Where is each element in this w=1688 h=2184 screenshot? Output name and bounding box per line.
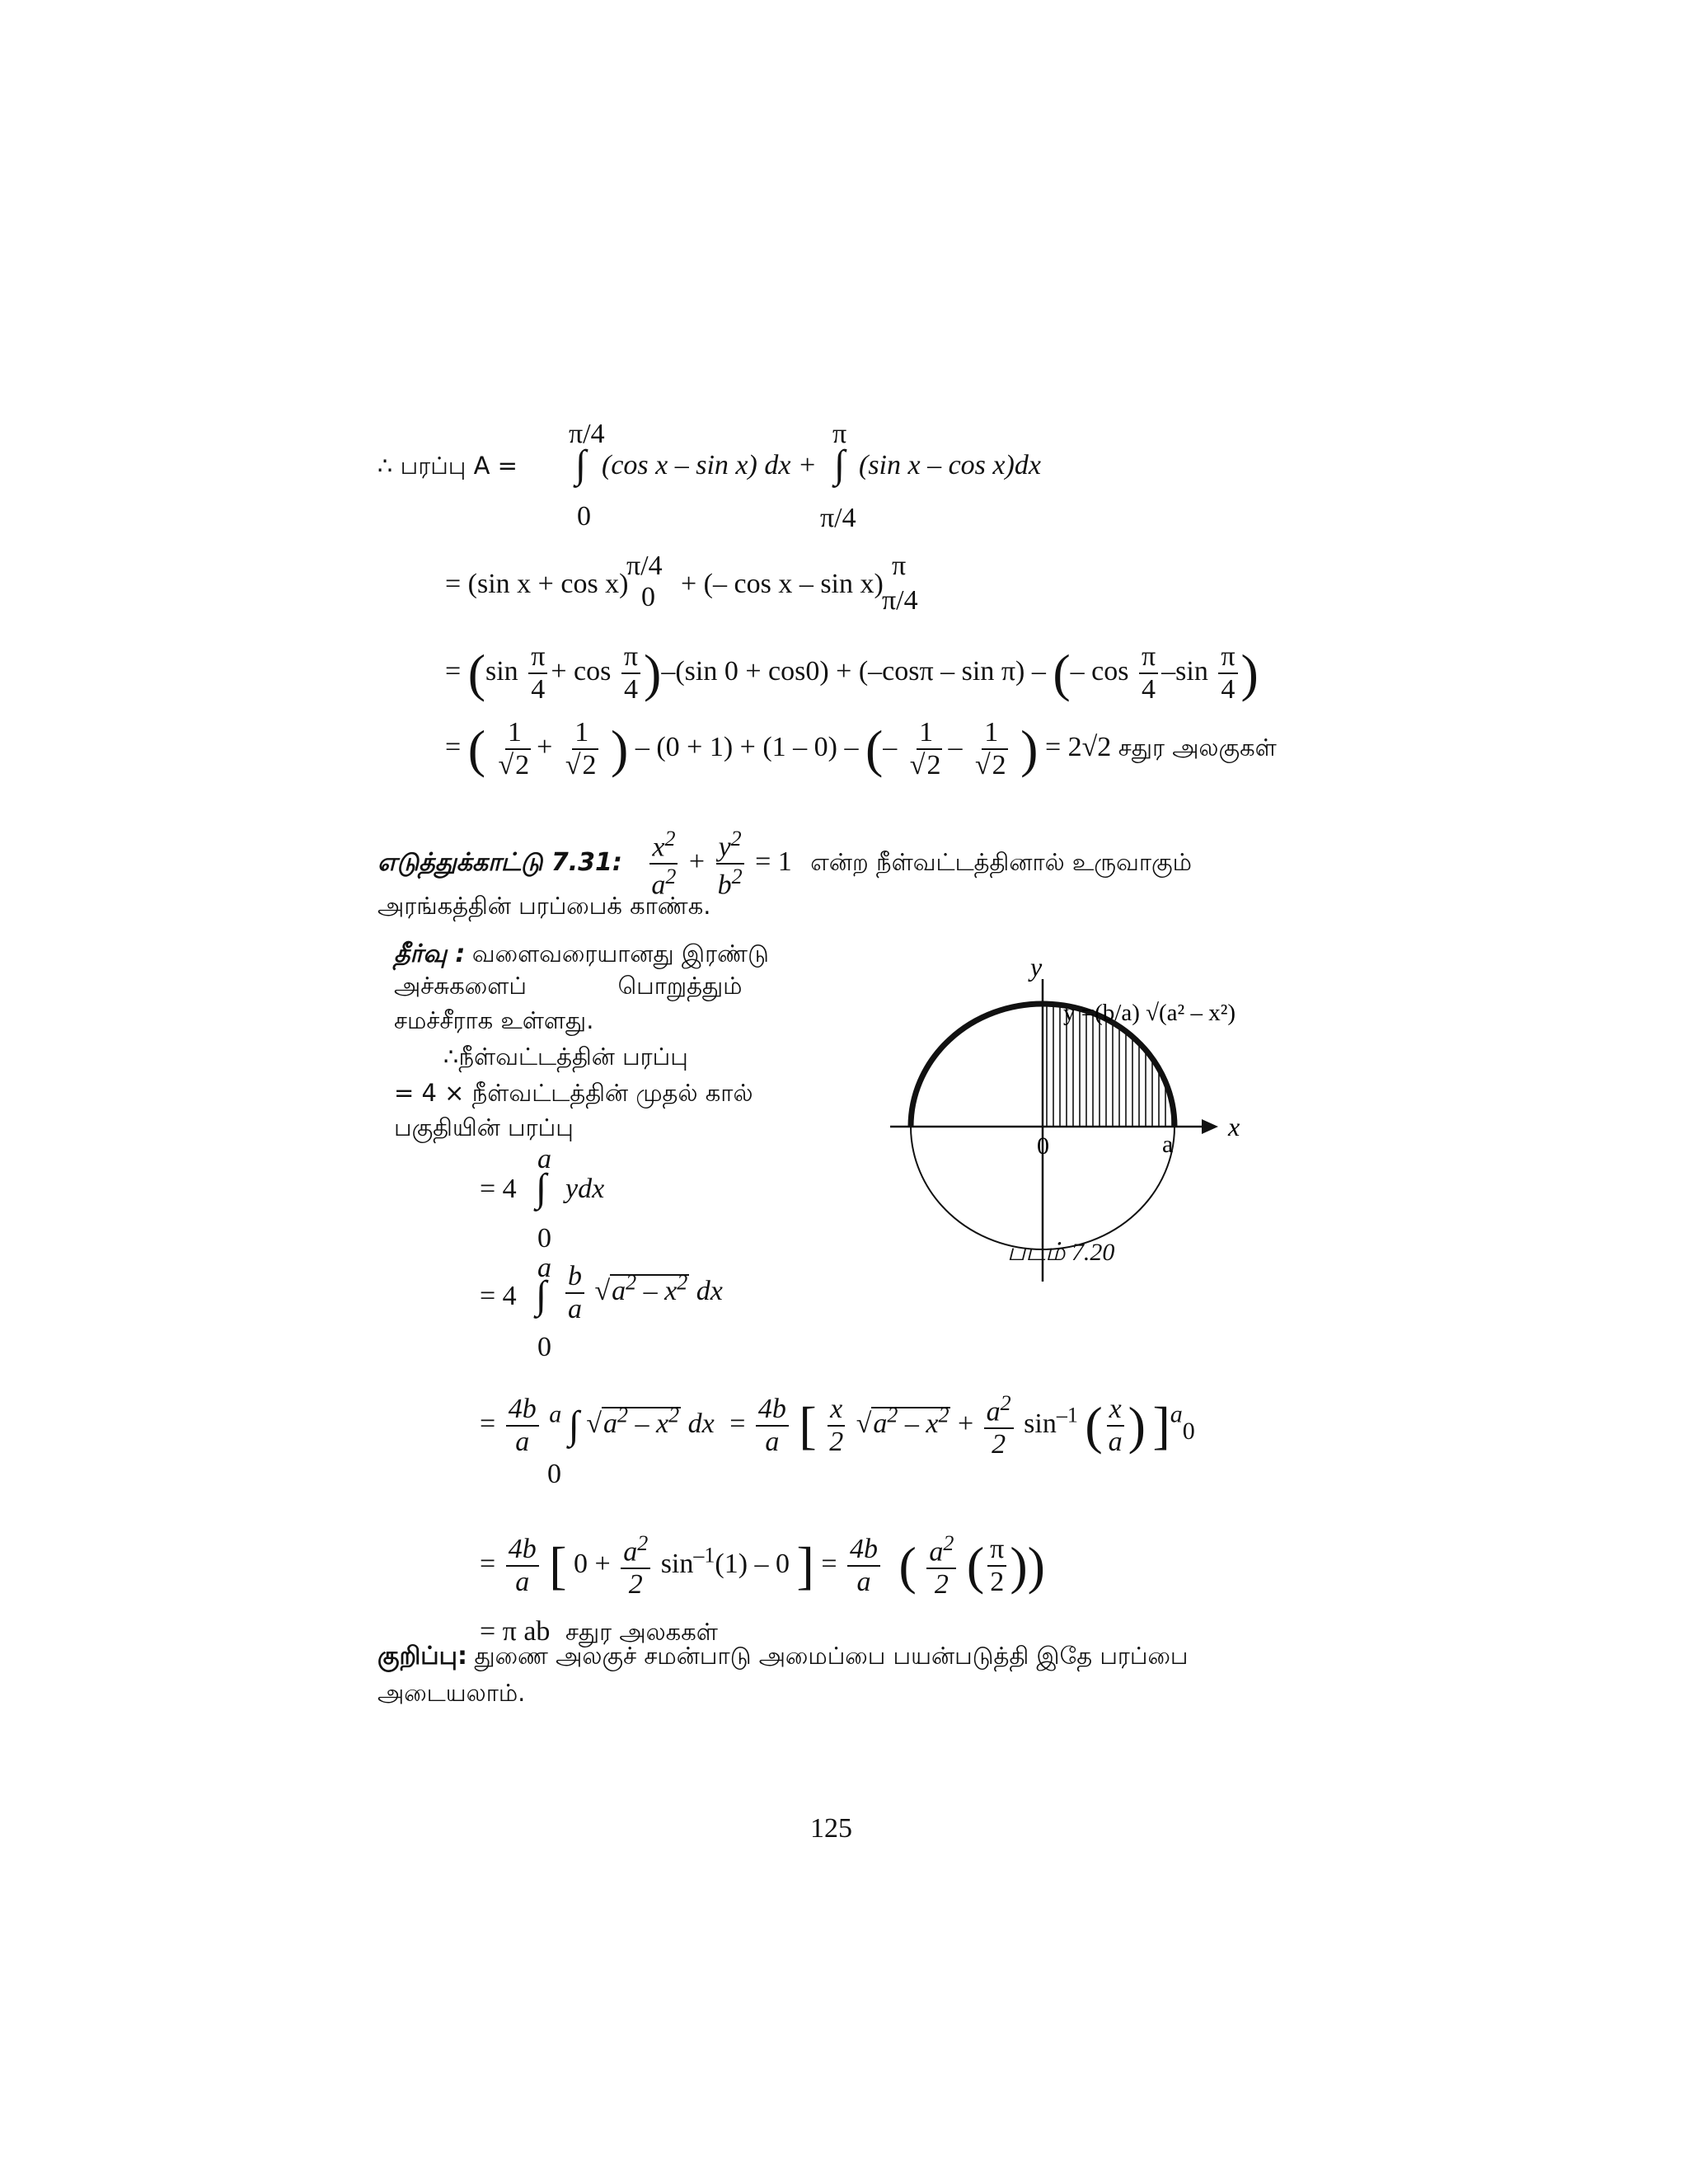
eq3: = $\frac{4b}{a}$ a ∫ $√a^2 - x^2$ dx = $\frac{4b}{a}$ [ $\frac{x}{2}$ $√a^2 - x^2$ + $\frac{a^2}{2}$ $\sin^{-1}$ ( $\frac{x}{a}$ ) ]a0 — [480, 1391, 1195, 1460]
note-label: குறிப்பு: — [377, 1642, 467, 1671]
step1-a: = (sin x + cos x) — [445, 569, 629, 599]
eq1-lower: 0 — [537, 1223, 551, 1254]
step2-mid: –(sin 0 + cos0) + (–cosπ – sin π) – — [661, 655, 1046, 687]
page-number: 125 — [810, 1813, 852, 1844]
step3: = ( $\frac{1}{√2}$ + $\frac{1}{√2}$ ) – (0 + 1) + (1 – 0) – (– $\frac{1}{√2}$ – $\frac{1}{√2}$ ) = 2√2 சதுர அலகுகள் — [445, 717, 1277, 780]
example-heading: எடுத்துக்காட்டு 7.31: $\frac{x^2}{a^2}$ + $\frac{y^2}{b^2}$ = 1 என்ற நீள்வட்டத்தினால் உருவாகும் — [377, 827, 1192, 901]
note-line-2: அடையலாம். — [377, 1679, 526, 1707]
eq1: = 4 — [480, 1174, 517, 1204]
a-label: a — [1162, 1131, 1174, 1158]
figure-caption: படம் 7.20 — [1007, 1239, 1115, 1266]
solution-label: தீர்வு : — [394, 940, 466, 968]
example-text-1: என்ற நீள்வட்டத்தினால் உருவாகும் — [810, 848, 1192, 877]
integral-1-lower: 0 — [577, 501, 591, 532]
step2: = (sin $\frac{\pi}{4}$ + cos $\frac{\pi}{4}$ )–(sin 0 + cos0) + (–cosπ – sin π) – (– cos $\frac{\pi}{4}$ –sin $\frac{\pi}{4}$ ) — [445, 641, 1259, 705]
step1-sup: π/4 — [626, 551, 663, 581]
example-text-2: அரங்கத்தின் பரப்பைக் காண்க. — [377, 892, 711, 920]
step3-units: சதுர அலகுகள் — [1118, 733, 1277, 762]
eq5-value: = π ab — [480, 1616, 551, 1647]
eq4: = $\frac{4b}{a}$ [ 0 + $\frac{a^2}{2}$ $\sin^{-1}(1) - 0$ ] = $\frac{4b}{a}$ ( $\frac{a^2}{2}$ ( $\frac{\pi}{2}$ )) — [480, 1531, 1045, 1601]
solution-line-5: = 4 × நீள்வட்டத்தின் முதல் கால் — [394, 1079, 753, 1107]
eq1-upper: a — [537, 1144, 551, 1174]
y-axis-label: y — [1030, 952, 1043, 982]
integral-2-upper: π — [832, 419, 847, 449]
example-rhs: = 1 — [755, 846, 792, 878]
eq2-upper: a — [537, 1253, 551, 1283]
integral-sign-2: ∫ — [834, 443, 846, 486]
eq1-body: ydx — [565, 1174, 605, 1204]
step1-sub: 0 — [641, 582, 655, 612]
eq2-lower: 0 — [537, 1332, 551, 1362]
integral-2-lower: π/4 — [820, 503, 856, 533]
eq5-units: சதுர அலககள் — [565, 1618, 718, 1646]
example-label: எடுத்துக்காட்டு 7.31: — [377, 848, 622, 878]
step1-sup2: π — [892, 551, 907, 581]
solution-line-6: பகுதியின் பரப்பு — [394, 1113, 574, 1141]
solution-line-2: அச்சுகளைப் பொறுத்தும் — [394, 972, 743, 1000]
integral-sign-1: ∫ — [575, 443, 587, 486]
step3-mid: – (0 + 1) + (1 – 0) – — [635, 731, 859, 762]
integral-1-upper: π/4 — [569, 419, 605, 449]
eq2: = 4 — [480, 1281, 517, 1311]
curve-equation-label: y =(b/a) √(a² – x²) — [1063, 1000, 1236, 1026]
eq1-integral-sign: ∫ — [536, 1166, 547, 1210]
eq2-expr: $\frac{b}{a}$ $√a^2 - x^2$ dx — [562, 1263, 723, 1324]
eq3-lower: 0 — [547, 1459, 561, 1489]
solution-line-1: தீர்வு : வளைவரையானது இரண்டு — [394, 940, 769, 968]
step3-result: = 2√2 — [1044, 731, 1112, 762]
area-label: ∴ பரப்பு A = — [377, 452, 518, 480]
integral-2-body: (sin x – cos x)dx — [859, 450, 1041, 480]
eq2-integral-sign: ∫ — [536, 1273, 547, 1317]
origin-label: 0 — [1037, 1132, 1049, 1160]
step1-b: + (– cos x – sin x) — [681, 569, 884, 599]
solution-line-3: சமச்சீராக உள்ளது. — [394, 1006, 594, 1034]
x-axis-label: x — [1228, 1112, 1240, 1141]
step1-sub2: π/4 — [882, 585, 918, 616]
x-axis-arrow — [1202, 1119, 1218, 1134]
note-line-1: குறிப்பு: துணை அலகுச் சமன்பாடு அமைப்பை பயன்படுத்தி இதே பரப்பை — [377, 1642, 1189, 1671]
eq2-body: dx — [696, 1275, 723, 1306]
integral-1-body: (cos x – sin x) dx + — [602, 450, 817, 480]
solution-line-4: ∴நீள்வட்டத்தின் பரப்பு — [443, 1043, 688, 1071]
